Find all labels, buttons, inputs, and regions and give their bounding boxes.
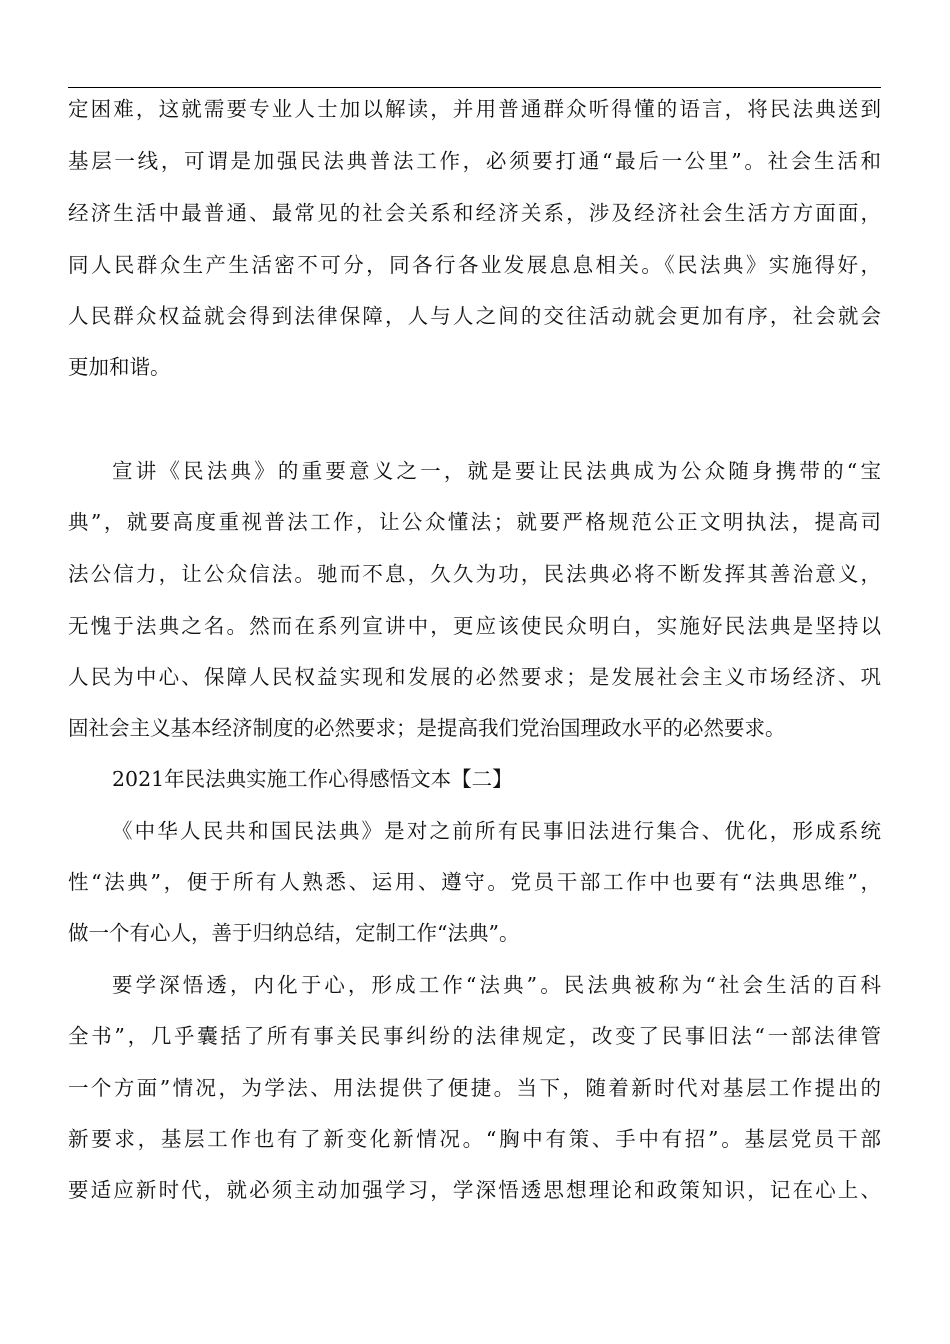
text-line: 法公信力，让公众信法。驰而不息，久久为功，民法典必将不断发挥其善治意义，	[68, 562, 881, 586]
text-line: 更加和谐。	[68, 355, 171, 379]
text-line: 定困难，这就需要专业人士加以解读，并用普通群众听得懂的语言，将民法典送到	[68, 97, 881, 121]
text-line: 人民群众权益就会得到法律保障，人与人之间的交往活动就会更加有序，社会就会	[68, 304, 881, 328]
text-line: 经济生活中最普通、最常见的社会关系和经济关系，涉及经济社会生活方方面面，	[68, 201, 881, 225]
text-line: 无愧于法典之名。然而在系列宣讲中，更应该使民众明白，实施好民法典是坚持以	[68, 614, 881, 638]
header-rule	[68, 87, 881, 88]
text-line: 同人民群众生产生活密不可分，同各行各业发展息息相关。《民法典》实施得好，	[68, 253, 881, 277]
text-line: 要适应新时代，就必须主动加强学习，学深悟透思想理论和政策知识，记在心上、	[68, 1178, 881, 1202]
text-line: 全书”，几乎囊括了所有事关民事纠纷的法律规定，改变了民事旧法“一部法律管	[68, 1024, 881, 1048]
text-line: 新要求，基层工作也有了新变化新情况。“胸中有策、手中有招”。基层党员干部	[68, 1127, 881, 1151]
text-line: 宣讲《民法典》的重要意义之一，就是要让民法典成为公众随身携带的“宝	[112, 459, 881, 483]
heading-text: 2021年民法典实施工作心得感悟文本【二】	[112, 767, 513, 791]
text-line: 一个方面”情况，为学法、用法提供了便捷。当下，随着新时代对基层工作提出的	[68, 1076, 881, 1100]
text-line: 要学深悟透，内化于心，形成工作“法典”。民法典被称为“社会生活的百科	[112, 973, 881, 997]
text-line: 基层一线，可谓是加强民法典普法工作，必须要打通“最后一公里”。社会生活和	[68, 149, 881, 173]
text-line: 人民为中心、保障人民权益实现和发展的必然要求；是发展社会主义市场经济、巩	[68, 665, 881, 689]
text-line: 固社会主义基本经济制度的必然要求；是提高我们党治国理政水平的必然要求。	[68, 716, 786, 740]
text-line: 性“法典”，便于所有人熟悉、运用、遵守。党员干部工作中也要有“法典思维”，	[68, 870, 881, 894]
text-line: 典”，就要高度重视普法工作，让公众懂法；就要严格规范公正文明执法，提高司	[68, 510, 881, 534]
text-line: 《中华人民共和国民法典》是对之前所有民事旧法进行集合、优化，形成系统	[112, 819, 881, 843]
text-line: 做一个有心人，善于归纳总结，定制工作“法典”。	[68, 921, 520, 945]
